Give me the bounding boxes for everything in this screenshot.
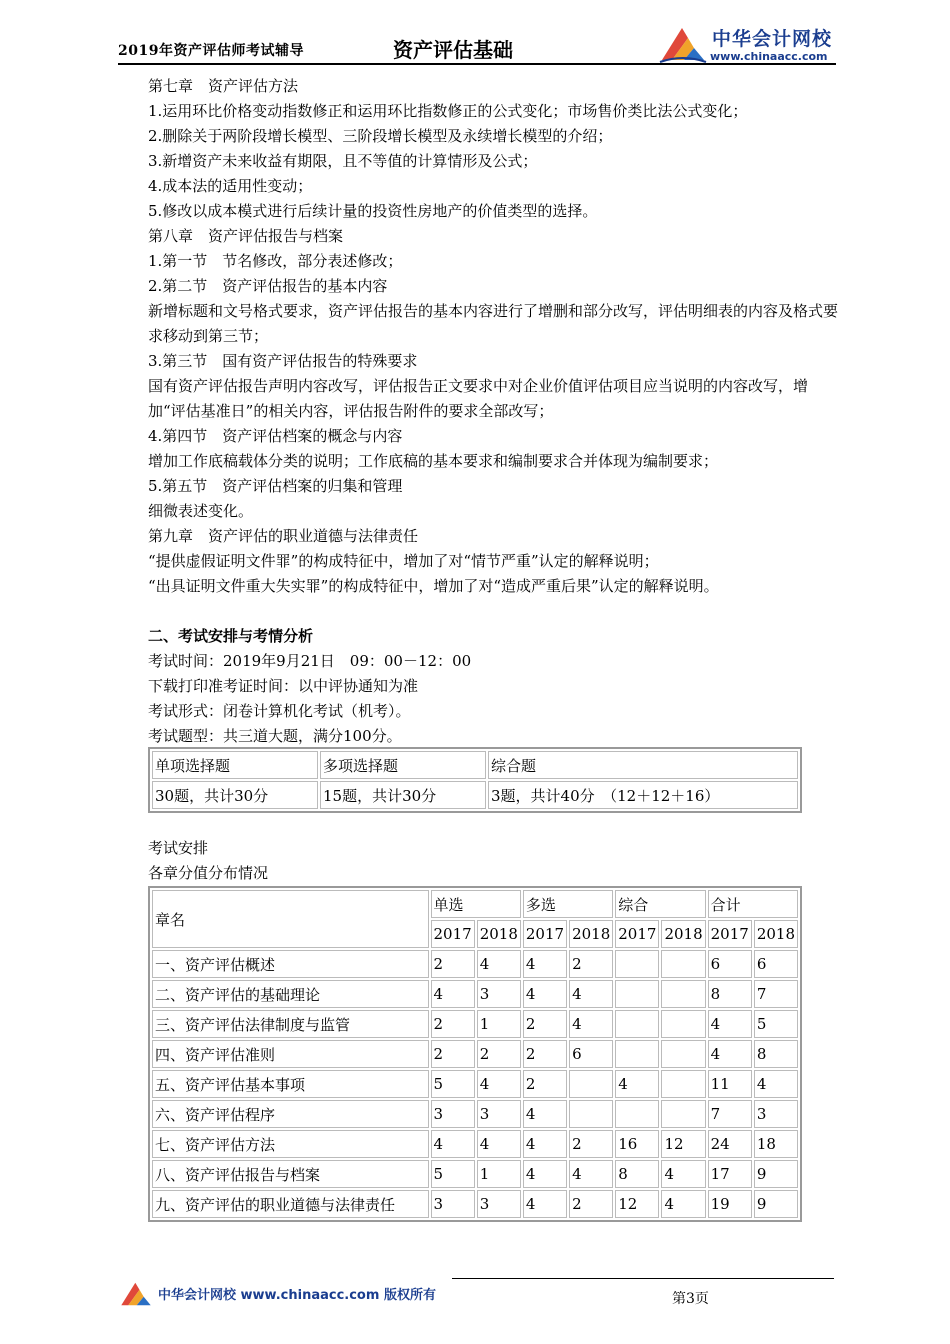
score-cell: 4	[477, 950, 521, 978]
score-cell: 4	[523, 1100, 567, 1128]
score-cell	[615, 1040, 659, 1068]
score-cell: 4	[431, 1130, 475, 1158]
score-cell: 1	[477, 1010, 521, 1038]
chapter-name-cell: 一、资产评估概述	[152, 950, 429, 978]
score-cell: 2	[569, 1130, 613, 1158]
score-cell: 3	[431, 1190, 475, 1218]
score-cell: 3	[754, 1100, 798, 1128]
score-cell: 4	[615, 1070, 659, 1098]
table-row	[152, 950, 798, 978]
score-cell: 2	[569, 1190, 613, 1218]
body-paragraph: 国有资产评估报告声明内容改写，评估报告正文要求中对企业价值评估项目应当说明的内容改写，增加“评估基准日”的相关内容，评估报告附件的要求全部改写；	[148, 377, 809, 420]
year-header-cell: 2018	[569, 920, 613, 948]
page-number: 第3页	[672, 1291, 709, 1307]
year-header-cell: 2017	[708, 920, 752, 948]
score-cell: 4	[708, 1010, 752, 1038]
table-header-cell: 多项选择题	[320, 751, 486, 779]
score-cell: 16	[615, 1130, 659, 1158]
score-cell: 8	[754, 1040, 798, 1068]
score-cell: 4	[431, 980, 475, 1008]
group-header-cell: 综合	[615, 890, 705, 918]
score-cell	[661, 980, 705, 1008]
score-cell: 9	[754, 1190, 798, 1218]
chapter-name-cell: 八、资产评估报告与档案	[152, 1160, 429, 1188]
footer-brand	[118, 1280, 438, 1310]
score-cell: 3	[477, 1190, 521, 1218]
score-cell: 6	[569, 1040, 613, 1068]
score-cell: 8	[708, 980, 752, 1008]
body-line: 2.第二节 资产评估报告的基本内容	[148, 277, 388, 295]
score-cell: 19	[708, 1190, 752, 1218]
score-cell: 7	[754, 980, 798, 1008]
score-cell: 24	[708, 1130, 752, 1158]
header-subject-title: 资产评估基础	[393, 38, 513, 62]
table-row	[152, 1160, 798, 1188]
score-cell	[661, 1040, 705, 1068]
score-cell: 3	[477, 1100, 521, 1128]
score-cell: 7	[708, 1100, 752, 1128]
chapter-heading: 第九章 资产评估的职业道德与法律责任	[148, 527, 419, 545]
table-cell: 3题，共计40分 （12＋12＋16）	[488, 781, 798, 809]
body-line: 2.删除关于两阶段增长模型、三阶段增长模型及永续增长模型的介绍；	[148, 127, 613, 145]
body-line: 5.修改以成本模式进行后续计量的投资性房地产的价值类型的选择。	[148, 202, 598, 220]
body-paragraph: 新增标题和文号格式要求，资产评估报告的基本内容进行了增删和部分改写，评估明细表的内容及格式要求移动到第三节；	[148, 302, 839, 345]
score-cell: 2	[569, 950, 613, 978]
arrangement-subtitle: 各章分值分布情况	[148, 864, 269, 882]
score-cell: 4	[477, 1070, 521, 1098]
table-row	[152, 781, 798, 809]
logo-triangle-icon	[658, 24, 708, 64]
score-cell	[615, 980, 659, 1008]
score-cell	[661, 1100, 705, 1128]
year-header-cell: 2017	[431, 920, 475, 948]
year-header-cell: 2017	[523, 920, 567, 948]
score-cell	[615, 950, 659, 978]
year-header-cell: 2018	[477, 920, 521, 948]
chapter-name-cell: 二、资产评估的基础理论	[152, 980, 429, 1008]
body-line: 细微表述变化。	[148, 502, 254, 520]
score-cell	[569, 1100, 613, 1128]
score-cell: 6	[708, 950, 752, 978]
score-cell: 4	[523, 950, 567, 978]
chapter-name-cell: 四、资产评估准则	[152, 1040, 429, 1068]
score-cell: 4	[661, 1190, 705, 1218]
score-cell: 5	[431, 1070, 475, 1098]
chapter-name-cell: 三、资产评估法律制度与监管	[152, 1010, 429, 1038]
footer-divider	[452, 1278, 834, 1279]
score-cell: 17	[708, 1160, 752, 1188]
score-cell	[569, 1070, 613, 1098]
page-header	[118, 22, 836, 64]
table-row	[152, 1130, 798, 1158]
header-course-title: 2019年资产评估师考试辅导	[118, 43, 304, 59]
score-cell: 4	[523, 1160, 567, 1188]
chapter-name-cell: 九、资产评估的职业道德与法律责任	[152, 1190, 429, 1218]
body-line: “提供虚假证明文件罪”的构成特征中，增加了对“情节严重”认定的解释说明；	[148, 552, 659, 570]
chinaacc-logo[interactable]	[658, 24, 838, 64]
score-cell	[661, 950, 705, 978]
exam-form: 考试形式：闭卷计算机化考试（机考）。	[148, 702, 411, 720]
score-cell: 4	[523, 980, 567, 1008]
question-type-table	[148, 747, 802, 813]
score-cell: 4	[661, 1160, 705, 1188]
score-cell: 2	[523, 1070, 567, 1098]
score-cell: 12	[661, 1130, 705, 1158]
score-cell: 8	[615, 1160, 659, 1188]
score-cell: 4	[569, 1160, 613, 1188]
year-header-cell: 2018	[661, 920, 705, 948]
score-cell: 18	[754, 1130, 798, 1158]
score-cell	[661, 1010, 705, 1038]
table-row	[152, 890, 798, 918]
chapter-header-cell: 章名	[152, 890, 429, 948]
table-row	[152, 1010, 798, 1038]
score-cell: 4	[523, 1130, 567, 1158]
score-cell: 4	[569, 1010, 613, 1038]
year-header-cell: 2018	[754, 920, 798, 948]
body-line: 5.第五节 资产评估档案的归集和管理	[148, 477, 403, 495]
exam-question-types: 考试题型：共三道大题，满分100分。	[148, 727, 402, 745]
score-cell: 11	[708, 1070, 752, 1098]
chapter-heading: 第八章 资产评估报告与档案	[148, 227, 344, 245]
table-row	[152, 1070, 798, 1098]
body-line: 1.第一节 节名修改，部分表述修改；	[148, 252, 403, 270]
table-row	[152, 1100, 798, 1128]
score-cell: 2	[431, 1010, 475, 1038]
table-cell: 15题，共计30分	[320, 781, 486, 809]
group-header-cell: 多选	[523, 890, 613, 918]
table-header-cell: 综合题	[488, 751, 798, 779]
score-cell: 5	[754, 1010, 798, 1038]
spacer	[148, 599, 838, 624]
score-cell: 4	[523, 1190, 567, 1218]
score-cell: 3	[431, 1100, 475, 1128]
score-cell: 4	[477, 1130, 521, 1158]
admission-ticket-time: 下载打印准考证时间：以中评协通知为准	[148, 677, 419, 695]
chapter-heading: 第七章 资产评估方法	[148, 77, 299, 95]
footer-copyright: 中华会计网校 www.chinaacc.com 版权所有	[158, 1288, 436, 1303]
score-cell: 5	[431, 1160, 475, 1188]
score-cell: 12	[615, 1190, 659, 1218]
score-cell: 2	[523, 1040, 567, 1068]
body-line: 3.第三节 国有资产评估报告的特殊要求	[148, 352, 418, 370]
score-cell	[661, 1070, 705, 1098]
score-cell	[615, 1100, 659, 1128]
score-cell: 4	[569, 980, 613, 1008]
chapter-name-cell: 五、资产评估基本事项	[152, 1070, 429, 1098]
body-line: 3.新增资产未来收益有期限，且不等值的计算情形及公式；	[148, 152, 538, 170]
score-cell: 4	[754, 1070, 798, 1098]
score-table-body	[152, 950, 798, 1218]
body-line: 4.成本法的适用性变动；	[148, 177, 313, 195]
body-line: “出具证明文件重大失实罪”的构成特征中，增加了对“造成严重后果”认定的解释说明。	[148, 577, 719, 595]
table-row	[152, 980, 798, 1008]
arrangement-title: 考试安排	[148, 839, 209, 857]
score-cell: 1	[477, 1160, 521, 1188]
group-header-cell: 合计	[708, 890, 798, 918]
year-header-cell: 2017	[615, 920, 659, 948]
section-title: 二、考试安排与考情分析	[148, 627, 314, 645]
logo-url[interactable]: www.chinaacc.com	[710, 50, 828, 63]
body-line: 1.运用环比价格变动指数修正和运用环比指数修正的公式变化；市场售价类比法公式变化；	[148, 102, 748, 120]
score-cell: 3	[477, 980, 521, 1008]
score-cell	[615, 1010, 659, 1038]
body-line: 增加工作底稿载体分类的说明；工作底稿的基本要求和编制要求合并体现为编制要求；	[148, 452, 719, 470]
score-cell: 2	[431, 950, 475, 978]
group-header-cell: 单选	[431, 890, 521, 918]
table-row	[152, 751, 798, 779]
table-row	[152, 1040, 798, 1068]
document-body	[148, 74, 838, 749]
logo-name: 中华会计网校	[712, 28, 833, 50]
score-cell: 2	[477, 1040, 521, 1068]
chapter-name-cell: 六、资产评估程序	[152, 1100, 429, 1128]
table-row	[152, 1190, 798, 1218]
chapter-name-cell: 七、资产评估方法	[152, 1130, 429, 1158]
table-cell: 30题，共计30分	[152, 781, 318, 809]
score-cell: 2	[431, 1040, 475, 1068]
table-header-cell: 单项选择题	[152, 751, 318, 779]
chapter-score-table	[148, 886, 802, 1222]
exam-time: 考试时间：2019年9月21日 09：00－12：00	[148, 652, 472, 670]
score-cell: 6	[754, 950, 798, 978]
body-line: 4.第四节 资产评估档案的概念与内容	[148, 427, 403, 445]
score-cell: 4	[708, 1040, 752, 1068]
score-cell: 9	[754, 1160, 798, 1188]
footer-logo-icon	[118, 1280, 154, 1308]
arrangement-block	[148, 836, 268, 886]
score-cell: 2	[523, 1010, 567, 1038]
header-divider	[118, 63, 836, 65]
